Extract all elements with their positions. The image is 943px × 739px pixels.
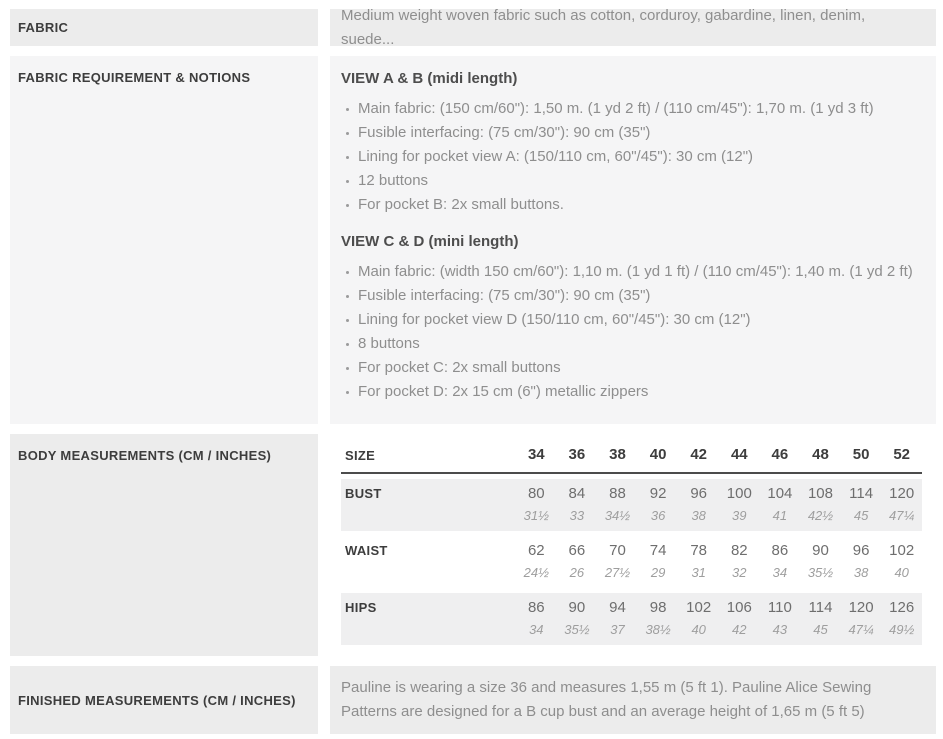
bullet-text: Main fabric: (width 150 cm/60"): 1,10 m. (1 yd 1 ft) / (110 cm/45"): 1,40 m. (1 yd 2 ft): [358, 263, 913, 280]
size-table-body: [341, 479, 922, 645]
bullet-dot: [346, 343, 349, 346]
cm-value: 114: [849, 485, 874, 502]
body-measurements-row-label: BODY MEASUREMENTS (CM / INCHES): [18, 448, 272, 463]
measurement-label: HIPS: [345, 600, 377, 615]
requirements-row-content: [330, 56, 936, 424]
body-measurements-row-content: [330, 434, 936, 656]
cm-value: 92: [649, 485, 667, 502]
bullet-item: [341, 308, 922, 332]
size-column-header: 40: [649, 446, 667, 463]
cm-value: 86: [527, 599, 545, 616]
size-column-header: 48: [812, 446, 829, 463]
bullet-text: 8 buttons: [358, 335, 420, 352]
bullet-dot: [346, 156, 349, 159]
bullet-item: [341, 145, 922, 169]
inch-value: 35½: [807, 565, 834, 580]
bullet-dot: [346, 319, 349, 322]
finished-measurements-text: Pauline is wearing a size 36 and measures 1,55 m (5 ft 1). Pauline Alice Sewing Patterns are designed for a B cup bust and an average height of 1,65 m (5 ft 5): [341, 679, 872, 720]
info-table: [10, 6, 943, 734]
measurement-row: [341, 593, 922, 645]
bullet-dot: [346, 180, 349, 183]
cm-value: 100: [726, 485, 752, 502]
view-ab-heading: VIEW A & B (midi length): [341, 70, 518, 87]
inch-value: 41: [772, 508, 788, 523]
inch-value: 40: [691, 622, 706, 637]
bullet-item: [341, 169, 922, 193]
cm-value: 90: [568, 599, 586, 616]
inch-value: 33: [569, 508, 585, 523]
size-column-header: 44: [730, 446, 748, 463]
inch-value: 31: [691, 565, 706, 580]
inch-value: 34: [772, 565, 788, 580]
bullet-item: [341, 97, 922, 121]
inch-value: 31½: [523, 508, 549, 523]
cm-value: 108: [807, 485, 833, 502]
cm-value: 78: [690, 542, 708, 559]
size-column-header: 36: [568, 446, 586, 463]
bullet-text: For pocket B: 2x small buttons.: [358, 196, 564, 213]
bullet-text: Fusible interfacing: (75 cm/30"): 90 cm (35"): [358, 287, 651, 304]
cm-value: 104: [767, 485, 793, 502]
bullet-dot: [346, 204, 349, 207]
size-column-header: 50: [852, 446, 870, 463]
cm-value: 66: [568, 542, 586, 559]
finished-measurements-row-header: [10, 666, 318, 734]
cm-value: 62: [527, 542, 545, 559]
cm-value: 86: [771, 542, 789, 559]
inch-value: 35½: [564, 622, 590, 637]
view-cd-heading: VIEW C & D (mini length): [341, 233, 519, 250]
cm-value: 102: [686, 599, 712, 616]
size-table: [341, 446, 922, 645]
measurement-label: BUST: [345, 486, 382, 501]
cm-value: 88: [609, 485, 626, 502]
inch-value: 38½: [645, 622, 671, 637]
requirements-row-label: FABRIC REQUIREMENT & NOTIONS: [18, 70, 251, 85]
bullet-text: For pocket D: 2x 15 cm (6") metallic zippers: [358, 383, 649, 400]
bullet-text: Lining for pocket view D (150/110 cm, 60"/45"): 30 cm (12"): [358, 311, 751, 328]
bullet-item: [341, 284, 922, 308]
cm-value: 126: [889, 599, 915, 616]
bullet-item: [341, 193, 922, 217]
view-ab-bullet-list: [341, 97, 922, 217]
inch-value: 42½: [807, 508, 834, 523]
bullet-dot: [346, 132, 349, 135]
cm-value: 96: [852, 542, 870, 559]
measurement-label: WAIST: [345, 543, 388, 558]
cm-value: 82: [730, 542, 748, 559]
cm-value: 84: [568, 485, 586, 502]
inch-value: 42: [732, 622, 747, 637]
inch-value: 38: [853, 565, 869, 580]
fabric-row-header: [10, 9, 318, 46]
cm-value: 94: [609, 599, 626, 616]
inch-value: 45: [813, 622, 828, 637]
inch-value: 37: [610, 622, 625, 637]
inch-value: 34½: [604, 508, 631, 523]
bullet-item: [341, 356, 922, 380]
bullet-dot: [346, 391, 349, 394]
bullet-dot: [346, 295, 349, 298]
inch-value: 34: [529, 622, 544, 637]
bullet-text: Lining for pocket view A: (150/110 cm, 60"/45"): 30 cm (12"): [358, 148, 754, 165]
size-column-header: 46: [771, 446, 789, 463]
size-column-header: 52: [893, 446, 911, 463]
cm-value: 70: [609, 542, 626, 559]
finished-measurements-row-content: [330, 666, 936, 734]
view-cd-bullet-list: [341, 260, 922, 404]
fabric-row-label: FABRIC: [18, 20, 69, 35]
size-column-header: 42: [690, 446, 708, 463]
size-table-header-row: [341, 446, 922, 474]
inch-value: 43: [772, 622, 788, 637]
cm-value: 114: [808, 599, 833, 616]
cm-value: 102: [889, 542, 915, 559]
inch-value: 38: [691, 508, 706, 523]
cm-value: 106: [726, 599, 752, 616]
measurement-row: [341, 479, 922, 531]
cm-value: 120: [848, 599, 874, 616]
inch-value: 24½: [523, 565, 549, 580]
inch-value: 47¼: [889, 508, 915, 523]
inch-value: 36: [650, 508, 666, 523]
requirements-row-header: [10, 56, 318, 424]
bullet-item: [341, 380, 922, 404]
bullet-text: Fusible interfacing: (75 cm/30"): 90 cm (35"): [358, 124, 651, 141]
cm-value: 96: [690, 485, 708, 502]
inch-value: 32: [732, 565, 747, 580]
cm-value: 80: [527, 485, 545, 502]
inch-value: 40: [894, 565, 909, 580]
size-column-header: 38: [609, 446, 626, 463]
finished-measurements-row-label: FINISHED MEASUREMENTS (CM / INCHES): [18, 692, 296, 708]
bullet-item: [341, 332, 922, 356]
bullet-text: Main fabric: (150 cm/60"): 1,50 m. (1 yd 2 ft) / (110 cm/45"): 1,70 m. (1 yd 3 ft): [358, 100, 874, 117]
size-column-header: 34: [527, 446, 545, 463]
inch-value: 49½: [889, 622, 915, 637]
cm-value: 110: [767, 599, 792, 616]
body-measurements-row-header: [10, 434, 318, 656]
cm-value: 98: [649, 599, 667, 616]
inch-value: 26: [569, 565, 585, 580]
inch-value: 45: [853, 508, 869, 523]
inch-value: 27½: [604, 565, 631, 580]
cm-value: 120: [889, 485, 915, 502]
bullet-dot: [346, 108, 349, 111]
bullet-dot: [346, 367, 349, 370]
cm-value: 90: [812, 542, 829, 559]
inch-value: 29: [650, 565, 666, 580]
size-header-label: SIZE: [345, 448, 376, 463]
bullet-dot: [346, 271, 349, 274]
cm-value: 74: [649, 542, 667, 559]
inch-value: 47¼: [848, 622, 874, 637]
bullet-text: 12 buttons: [358, 172, 429, 189]
measurement-row: [341, 536, 922, 588]
inch-value: 39: [732, 508, 747, 523]
fabric-row-content: [330, 6, 936, 48]
fabric-description: Medium weight woven fabric such as cotton, corduroy, gabardine, linen, denim, suede...: [341, 6, 866, 48]
bullet-text: For pocket C: 2x small buttons: [358, 359, 561, 376]
bullet-item: [341, 260, 922, 284]
bullet-item: [341, 121, 922, 145]
